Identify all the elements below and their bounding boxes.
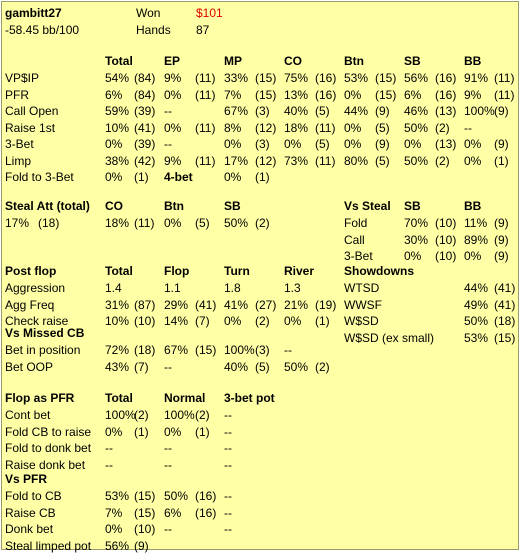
preflop-cell: -- bbox=[164, 137, 172, 151]
vs-steal-header-sb: SB bbox=[404, 199, 421, 213]
preflop-cell: 8% bbox=[224, 120, 242, 135]
preflop-cell: 50% bbox=[404, 153, 429, 168]
vs-pfr-cell: (16) bbox=[195, 505, 217, 520]
vs-steal-cell: 89% bbox=[464, 232, 489, 247]
postflop-header-total: Total bbox=[105, 264, 133, 278]
vs-pfr-cell: 53% bbox=[105, 489, 130, 503]
preflop-cell: 13% bbox=[284, 87, 309, 102]
winrate-bb-per-100: -58.45 bb/100 bbox=[5, 23, 80, 37]
postflop-cell: 1.3 bbox=[284, 281, 301, 295]
vs-steal-cell: 11% bbox=[464, 216, 488, 230]
vs-pfr-cell: 0% bbox=[105, 522, 123, 536]
steal-header-sb: SB bbox=[224, 199, 241, 213]
flop-pfr-cell: -- bbox=[105, 457, 113, 472]
postflop-header-turn: Turn bbox=[224, 264, 250, 278]
flop-pfr-cell: -- bbox=[164, 457, 172, 472]
postflop-cell: 14% bbox=[164, 314, 189, 328]
showdown-count: (15) bbox=[494, 330, 516, 345]
showdown-value: 50% bbox=[464, 314, 489, 328]
preflop-cell: (12) bbox=[255, 153, 277, 168]
missed-cb-cell: (15) bbox=[195, 343, 217, 357]
showdown-count: (18) bbox=[494, 314, 516, 328]
won-value: $101 bbox=[196, 6, 223, 20]
vs-pfr-cell: -- bbox=[224, 522, 232, 536]
preflop-cell: (5) bbox=[375, 120, 390, 135]
vs-steal-cell: 30% bbox=[404, 232, 429, 247]
vs-steal-cell: 0% bbox=[404, 249, 422, 263]
vs-pfr-cell: (16) bbox=[195, 489, 217, 503]
showdown-value: 49% bbox=[464, 297, 489, 312]
postflop-row-label: Aggression bbox=[5, 281, 66, 295]
preflop-cell: (15) bbox=[375, 87, 397, 102]
vs-steal-cell: (10) bbox=[435, 232, 457, 247]
flop-pfr-cell: (1) bbox=[134, 424, 149, 439]
postflop-cell: (2) bbox=[255, 314, 270, 328]
preflop-cell: (1) bbox=[494, 153, 509, 168]
preflop-cell: 0% bbox=[344, 137, 362, 151]
postflop-cell: (41) bbox=[195, 297, 217, 312]
missed-cb-cell: -- bbox=[284, 343, 292, 357]
postflop-cell: (27) bbox=[255, 297, 277, 312]
showdown-row-label: WTSD bbox=[344, 281, 380, 295]
preflop-row-label: 3-Bet bbox=[5, 137, 34, 151]
preflop-cell: 0% bbox=[284, 137, 302, 151]
steal-total-count: (18) bbox=[38, 216, 60, 230]
showdown-value: 53% bbox=[464, 330, 489, 345]
postflop-cell: 1.4 bbox=[105, 281, 122, 295]
preflop-cell: 10% bbox=[105, 120, 130, 135]
missed-cb-cell: (7) bbox=[134, 359, 149, 374]
vs-pfr-row-label: Steal limped pot bbox=[5, 538, 92, 553]
preflop-cell: 100% bbox=[464, 104, 495, 118]
preflop-cell: 91% bbox=[464, 71, 489, 85]
postflop-cell: (87) bbox=[134, 297, 156, 312]
flop-as-pfr-title: Flop as PFR bbox=[5, 391, 75, 405]
preflop-cell: 6% bbox=[404, 87, 422, 102]
flop-pfr-cell: -- bbox=[105, 441, 113, 455]
preflop-cell: (16) bbox=[435, 87, 457, 102]
preflop-cell: 50% bbox=[404, 120, 429, 135]
missed-cb-cell: 100% bbox=[224, 343, 255, 357]
showdowns-title: Showdowns bbox=[344, 264, 414, 278]
preflop-cell: 75% bbox=[284, 71, 309, 85]
vs-pfr-cell: (10) bbox=[134, 522, 156, 536]
postflop-row-label: Check raise bbox=[5, 314, 69, 328]
preflop-header-sb: SB bbox=[404, 54, 421, 68]
vs-pfr-cell: (9) bbox=[134, 538, 149, 553]
vs-steal-cell: (9) bbox=[494, 232, 509, 247]
steal-cell: (2) bbox=[255, 216, 270, 230]
postflop-cell: 21% bbox=[284, 297, 309, 312]
preflop-cell: (39) bbox=[134, 137, 156, 151]
flop-pfr-header: Total bbox=[105, 391, 133, 405]
vs-pfr-row-label: Raise CB bbox=[5, 505, 56, 520]
showdown-count: (41) bbox=[494, 297, 516, 312]
won-label: Won bbox=[136, 6, 161, 20]
preflop-cell: (1) bbox=[255, 170, 270, 184]
vs-steal-cell: (9) bbox=[494, 216, 509, 230]
preflop-cell: (3) bbox=[255, 137, 270, 151]
preflop-cell: 0% bbox=[224, 137, 242, 151]
preflop-cell: 0% bbox=[105, 170, 123, 184]
preflop-cell: (15) bbox=[255, 87, 277, 102]
preflop-cell: (5) bbox=[375, 153, 390, 168]
vs-steal-title: Vs Steal bbox=[344, 199, 391, 213]
vs-pfr-cell: -- bbox=[224, 505, 232, 520]
preflop-cell: 59% bbox=[105, 104, 130, 118]
vs-pfr-cell: 6% bbox=[164, 505, 182, 520]
preflop-cell: (2) bbox=[435, 120, 450, 135]
preflop-cell: 9% bbox=[164, 71, 182, 85]
player-name: gambitt27 bbox=[5, 6, 62, 20]
flop-pfr-cell: (2) bbox=[134, 408, 149, 422]
preflop-cell: (15) bbox=[255, 71, 277, 85]
steal-att-title: Steal Att (total) bbox=[5, 199, 90, 213]
postflop-header-river: River bbox=[284, 264, 315, 278]
preflop-cell: (1) bbox=[134, 170, 149, 184]
preflop-cell: (42) bbox=[134, 153, 156, 168]
preflop-cell: (11) bbox=[494, 87, 515, 102]
preflop-cell: 0% bbox=[404, 137, 422, 151]
steal-cell: 18% bbox=[105, 216, 130, 230]
preflop-cell: (9) bbox=[494, 137, 509, 151]
vs-pfr-cell: 50% bbox=[164, 489, 189, 503]
preflop-header-ep: EP bbox=[164, 54, 181, 68]
steal-header-btn: Btn bbox=[164, 199, 184, 213]
vs-pfr-cell: (15) bbox=[134, 505, 156, 520]
missed-cb-row-label: Bet in position bbox=[5, 343, 81, 357]
missed-cb-cell: 40% bbox=[224, 359, 249, 374]
preflop-cell: (16) bbox=[435, 71, 457, 85]
vs-steal-cell: (10) bbox=[435, 216, 457, 230]
preflop-cell: -- bbox=[164, 104, 172, 118]
vs-steal-cell: (9) bbox=[494, 249, 509, 263]
preflop-cell: (11) bbox=[315, 153, 336, 168]
preflop-cell: (16) bbox=[315, 71, 337, 85]
vs-steal-row-label: Call bbox=[344, 232, 365, 247]
player-stats-panel bbox=[1, 1, 519, 553]
preflop-cell: (41) bbox=[134, 120, 156, 135]
postflop-cell: (19) bbox=[315, 297, 337, 312]
postflop-cell: 0% bbox=[224, 314, 242, 328]
preflop-cell: (13) bbox=[435, 104, 457, 118]
preflop-row-label: PFR bbox=[5, 87, 29, 102]
vs-pfr-row-label: Fold to CB bbox=[5, 489, 62, 503]
preflop-cell: (13) bbox=[435, 137, 457, 151]
missed-cb-cell: (5) bbox=[255, 359, 270, 374]
preflop-cell: 0% bbox=[164, 120, 182, 135]
missed-cb-cell: 67% bbox=[164, 343, 189, 357]
missed-cb-cell: (2) bbox=[315, 359, 330, 374]
missed-cb-cell: 50% bbox=[284, 359, 309, 374]
preflop-row-label: Raise 1st bbox=[5, 120, 56, 135]
steal-cell: 0% bbox=[164, 216, 182, 230]
preflop-cell: 46% bbox=[404, 104, 429, 118]
vs-pfr-cell: -- bbox=[164, 522, 172, 536]
preflop-cell: (11) bbox=[195, 87, 216, 102]
missed-cb-cell: (3) bbox=[255, 343, 270, 357]
flop-pfr-header: Normal bbox=[164, 391, 206, 405]
postflop-title: Post flop bbox=[5, 264, 57, 278]
vs-pfr-cell: 7% bbox=[105, 505, 123, 520]
steal-header-co: CO bbox=[105, 199, 123, 213]
vs-steal-cell: 0% bbox=[464, 249, 482, 263]
vs-pfr-title: Vs PFR bbox=[5, 472, 48, 486]
preflop-cell: -- bbox=[464, 120, 472, 135]
preflop-cell: 0% bbox=[464, 153, 482, 168]
missed-cb-row-label: Bet OOP bbox=[5, 359, 54, 374]
preflop-cell: 0% bbox=[224, 170, 242, 184]
preflop-cell: (39) bbox=[134, 104, 156, 118]
hands-value: 87 bbox=[196, 23, 210, 37]
preflop-row-label: VP$IP bbox=[5, 71, 40, 85]
preflop-header-bb: BB bbox=[464, 54, 482, 68]
preflop-cell: (9) bbox=[375, 104, 390, 118]
postflop-cell: 31% bbox=[105, 297, 130, 312]
postflop-cell: 1.8 bbox=[224, 281, 241, 295]
preflop-cell: (12) bbox=[255, 120, 277, 135]
preflop-header-btn: Btn bbox=[344, 54, 364, 68]
postflop-cell: (1) bbox=[315, 314, 330, 328]
flop-pfr-cell: 100% bbox=[105, 408, 136, 422]
preflop-cell: (15) bbox=[375, 71, 397, 85]
flop-pfr-cell: (2) bbox=[195, 408, 210, 422]
flop-pfr-cell: -- bbox=[224, 457, 232, 472]
postflop-cell: 1.1 bbox=[164, 281, 181, 295]
steal-cell: 50% bbox=[224, 216, 249, 230]
preflop-cell: 67% bbox=[224, 104, 249, 118]
steal-total-value: 17% bbox=[5, 216, 30, 230]
vs-pfr-cell: 56% bbox=[105, 538, 130, 553]
preflop-header-total: Total bbox=[105, 54, 133, 68]
preflop-cell: 80% bbox=[344, 153, 369, 168]
showdown-count: (41) bbox=[494, 281, 516, 295]
preflop-cell: 54% bbox=[105, 71, 130, 85]
preflop-cell: 0% bbox=[464, 137, 482, 151]
vs-steal-cell: (10) bbox=[435, 249, 457, 263]
flop-pfr-row-label: Fold CB to raise bbox=[5, 424, 92, 439]
preflop-cell: (5) bbox=[315, 104, 330, 118]
flop-pfr-cell: -- bbox=[224, 441, 232, 455]
flop-pfr-cell: -- bbox=[164, 441, 172, 455]
preflop-cell: 0% bbox=[344, 120, 362, 135]
preflop-cell: (5) bbox=[315, 137, 330, 151]
preflop-cell: (2) bbox=[435, 153, 450, 168]
preflop-cell: 33% bbox=[224, 71, 249, 85]
preflop-cell: 7% bbox=[224, 87, 242, 102]
preflop-cell: (11) bbox=[195, 153, 216, 168]
preflop-cell: 0% bbox=[344, 87, 362, 102]
vs-pfr-cell: -- bbox=[224, 489, 232, 503]
preflop-cell: (9) bbox=[375, 137, 390, 151]
postflop-cell: 0% bbox=[284, 314, 302, 328]
postflop-cell: (10) bbox=[134, 314, 156, 328]
flop-pfr-cell: -- bbox=[224, 408, 232, 422]
hands-label: Hands bbox=[136, 23, 171, 37]
preflop-cell: (84) bbox=[134, 87, 156, 102]
preflop-cell: 9% bbox=[464, 87, 482, 102]
flop-pfr-cell: 0% bbox=[105, 424, 123, 439]
vs-missed-cb-title: Vs Missed CB bbox=[5, 326, 85, 340]
steal-cell: (11) bbox=[134, 216, 155, 230]
missed-cb-cell: (18) bbox=[134, 343, 156, 357]
flop-pfr-row-label: Fold to donk bet bbox=[5, 441, 92, 455]
preflop-cell: 53% bbox=[344, 71, 369, 85]
vs-pfr-row-label: Donk bet bbox=[5, 522, 54, 536]
preflop-cell: 40% bbox=[284, 104, 309, 118]
missed-cb-cell: -- bbox=[164, 359, 172, 374]
preflop-cell: 0% bbox=[105, 137, 123, 151]
showdown-row-label: W$SD bbox=[344, 314, 379, 328]
preflop-cell: (9) bbox=[494, 104, 509, 118]
preflop-cell: 6% bbox=[105, 87, 123, 102]
steal-cell: (5) bbox=[195, 216, 210, 230]
postflop-cell: (7) bbox=[195, 314, 210, 328]
preflop-header-co: CO bbox=[284, 54, 302, 68]
preflop-cell: 17% bbox=[224, 153, 249, 168]
vs-steal-row-label: 3-Bet bbox=[344, 249, 373, 263]
preflop-cell: 56% bbox=[404, 71, 429, 85]
preflop-cell: 18% bbox=[284, 120, 309, 135]
postflop-row-label: Agg Freq bbox=[5, 297, 55, 312]
flop-pfr-cell: (1) bbox=[195, 424, 210, 439]
postflop-cell: 10% bbox=[105, 314, 130, 328]
preflop-header-mp: MP bbox=[224, 54, 242, 68]
preflop-row-label: Limp bbox=[5, 153, 32, 168]
flop-pfr-row-label: Cont bet bbox=[5, 408, 51, 422]
preflop-row-label: Fold to 3-Bet bbox=[5, 170, 74, 184]
preflop-cell: (11) bbox=[195, 71, 216, 85]
preflop-cell: 38% bbox=[105, 153, 130, 168]
vs-steal-row-label: Fold bbox=[344, 216, 368, 230]
flop-pfr-row-label: Raise donk bet bbox=[5, 457, 86, 472]
preflop-cell: (11) bbox=[494, 71, 515, 85]
flop-pfr-cell: -- bbox=[224, 424, 232, 439]
preflop-cell: (3) bbox=[255, 104, 270, 118]
showdown-row-label: WWSF bbox=[344, 297, 382, 312]
vs-steal-cell: 70% bbox=[404, 216, 429, 230]
preflop-cell: 44% bbox=[344, 104, 369, 118]
preflop-cell: 0% bbox=[164, 87, 182, 102]
postflop-cell: 29% bbox=[164, 297, 189, 312]
flop-pfr-cell: 100% bbox=[164, 408, 195, 422]
preflop-cell: 9% bbox=[164, 153, 182, 168]
postflop-header-flop: Flop bbox=[164, 264, 190, 278]
preflop-cell: 73% bbox=[284, 153, 309, 168]
flop-pfr-cell: 0% bbox=[164, 424, 182, 439]
preflop-row-label: Call Open bbox=[5, 104, 59, 118]
four-bet-label: 4-bet bbox=[164, 170, 193, 184]
preflop-cell: (16) bbox=[315, 87, 337, 102]
missed-cb-cell: 72% bbox=[105, 343, 130, 357]
showdown-row-label: W$SD (ex small) bbox=[344, 330, 435, 345]
preflop-cell: (84) bbox=[134, 71, 156, 85]
vs-pfr-cell: (15) bbox=[134, 489, 156, 503]
preflop-cell: (11) bbox=[315, 120, 336, 135]
vs-steal-header-bb: BB bbox=[464, 199, 482, 213]
preflop-cell: (11) bbox=[195, 120, 216, 135]
missed-cb-cell: 43% bbox=[105, 359, 130, 374]
postflop-cell: 41% bbox=[224, 297, 249, 312]
showdown-value: 44% bbox=[464, 281, 489, 295]
flop-pfr-header: 3-bet pot bbox=[224, 391, 275, 405]
